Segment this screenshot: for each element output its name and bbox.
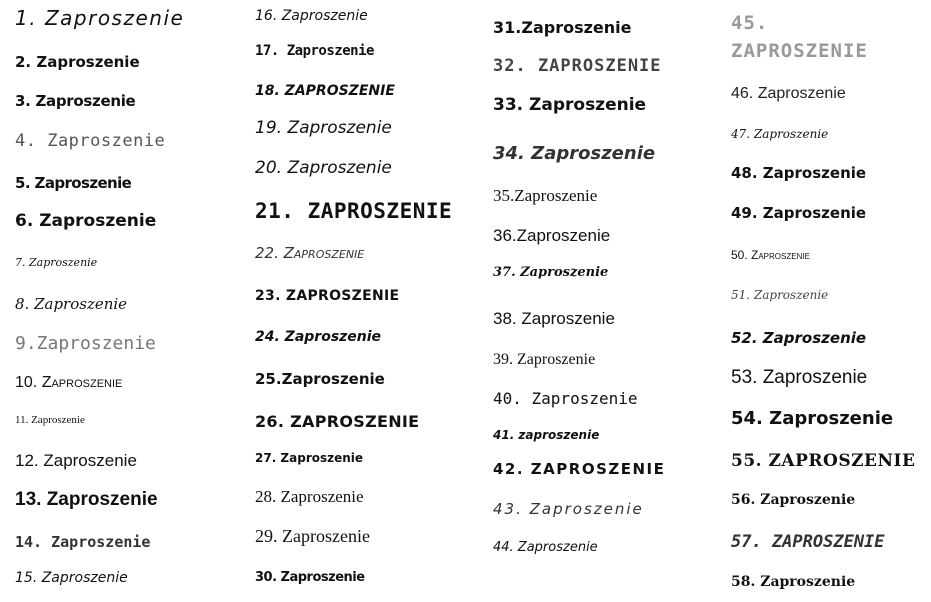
font-sample-24: 24. Zaproszenie xyxy=(255,329,382,345)
font-sample-28: 28. Zaproszenie xyxy=(255,487,364,506)
font-sample-22: 22. Zaproszenie xyxy=(255,244,365,262)
font-sample-1: 1. Zaproszenie xyxy=(15,6,185,30)
font-sample-35: 35.Zaproszenie xyxy=(493,186,598,205)
font-sample-2: 2. Zaproszenie xyxy=(15,53,140,71)
font-sample-33: 33. Zaproszenie xyxy=(493,95,647,115)
font-sample-18: 18. ZAPROSZENIE xyxy=(255,83,395,99)
font-sample-46: 46. Zaproszenie xyxy=(731,85,846,102)
font-sample-11: 11. Zaproszenie xyxy=(15,414,85,426)
font-sample-40: 40. Zaproszenie xyxy=(493,389,638,408)
font-sample-57: 57. ZAPROSZENIE xyxy=(731,532,885,552)
font-sample-21: 21. ZAPROSZENIE xyxy=(255,199,453,223)
font-sample-32: 32. ZAPROSZENIE xyxy=(493,56,662,76)
font-sample-34: 34. Zaproszenie xyxy=(493,143,656,164)
font-sample-51: 51. Zaproszenie xyxy=(731,288,829,302)
font-sample-49: 49. Zaproszenie xyxy=(731,204,867,222)
font-sample-53: 53. Zaproszenie xyxy=(731,367,868,388)
font-sample-30: 30. Zaproszenie xyxy=(255,570,365,585)
font-sample-12: 12. Zaproszenie xyxy=(15,451,137,470)
font-sample-54: 54. Zaproszenie xyxy=(731,408,894,429)
font-sample-14: 14. Zaproszenie xyxy=(15,533,151,551)
font-sample-48: 48. Zaproszenie xyxy=(731,164,867,182)
font-sample-13: 13. Zaproszenie xyxy=(15,489,158,510)
font-sample-52: 52. Zaproszenie xyxy=(731,329,867,347)
font-sample-3: 3. Zaproszenie xyxy=(15,92,136,110)
font-sample-7: 7. Zaproszenie xyxy=(15,256,98,269)
font-sample-9: 9.Zaproszenie xyxy=(15,333,156,354)
font-sample-25: 25.Zaproszenie xyxy=(255,370,385,388)
font-sample-29: 29. Zaproszenie xyxy=(255,526,370,546)
font-sample-10: 10. Zaproszenie xyxy=(15,374,123,391)
font-sample-26: 26. ZAPROSZENIE xyxy=(255,412,420,431)
font-sample-16: 16. Zaproszenie xyxy=(255,8,368,24)
font-sample-44: 44. Zaproszenie xyxy=(493,540,598,555)
font-sample-20: 20. Zaproszenie xyxy=(255,158,392,178)
font-sample-4: 4. Zaproszenie xyxy=(15,131,166,151)
font-sample-43: 43. Zaproszenie xyxy=(493,500,644,518)
font-sample-58: 58. Zaproszenie xyxy=(731,574,856,590)
font-sample-37: 37. Zaproszenie xyxy=(493,265,609,280)
font-sample-17: 17. Zaproszenie xyxy=(255,43,374,59)
font-sample-38: 38. Zaproszenie xyxy=(493,309,615,328)
font-sample-50: 50. Zaproszenie xyxy=(731,248,810,262)
font-sample-27: 27. Zaproszenie xyxy=(255,451,364,465)
font-sample-23: 23. ZAPROSZENIE xyxy=(255,288,400,304)
font-sample-45: 45. ZAPROSZENIE xyxy=(731,12,868,62)
font-sample-15: 15. Zaproszenie xyxy=(15,570,128,586)
font-sample-19: 19. Zaproszenie xyxy=(255,118,392,138)
font-sample-55: 55. ZAPROSZENIE xyxy=(731,451,916,471)
font-sample-31: 31.Zaproszenie xyxy=(493,18,632,37)
font-sample-42: 42. ZAPROSZENIE xyxy=(493,460,666,478)
font-sample-6: 6. Zaproszenie xyxy=(15,211,157,231)
font-sample-39: 39. Zaproszenie xyxy=(493,351,596,368)
font-sample-47: 47. Zaproszenie xyxy=(731,127,829,141)
font-sample-8: 8. Zaproszenie xyxy=(15,295,128,313)
font-sample-36: 36.Zaproszenie xyxy=(493,226,611,245)
font-sample-56: 56. Zaproszenie xyxy=(731,492,856,508)
font-sample-5: 5. Zaproszenie xyxy=(15,174,132,192)
font-sample-41: 41. zaproszenie xyxy=(493,428,600,442)
